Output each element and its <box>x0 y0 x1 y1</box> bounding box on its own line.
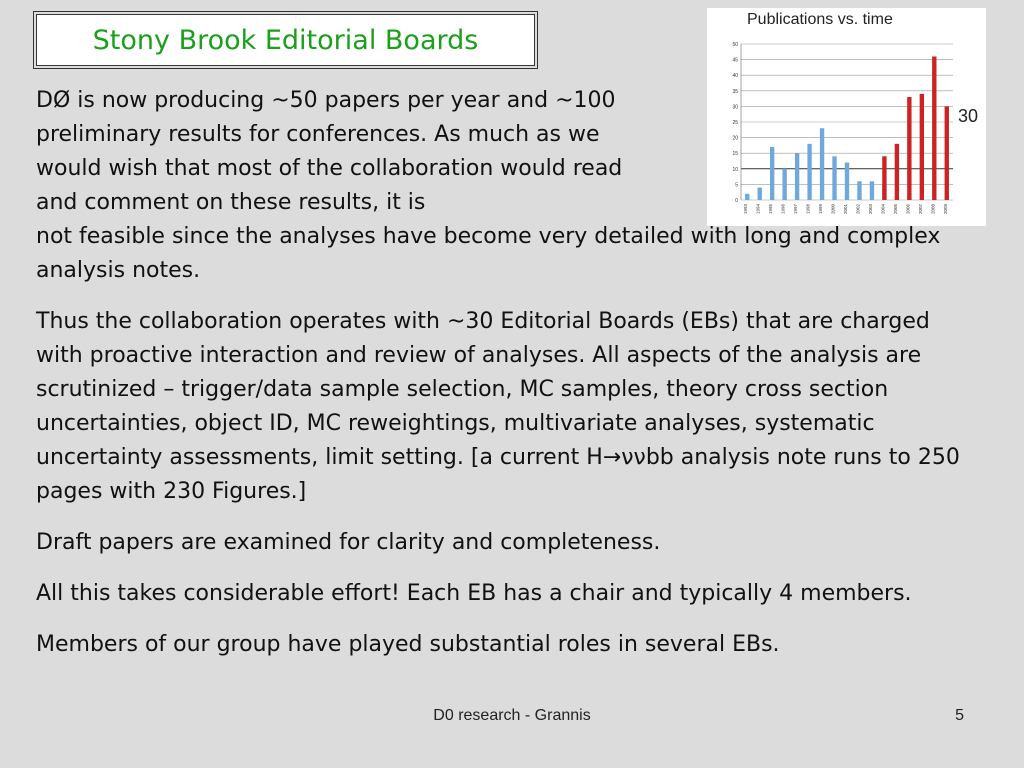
paragraph-1-continued: not feasible since the analyses have become very detailed with long and complex analysis notes. <box>36 224 941 283</box>
x-tick-label: 2001 <box>843 204 848 215</box>
slide-title-box <box>33 11 538 69</box>
y-tick-label: 40 <box>732 73 738 80</box>
x-tick-label: 2000 <box>830 204 836 215</box>
footer-text: D0 research - Grannis <box>433 707 591 724</box>
y-tick-label: 0 <box>735 198 738 204</box>
chart-annotation: 30 <box>958 106 979 126</box>
slide-body <box>36 84 979 679</box>
x-tick-label: 1993 <box>743 204 749 215</box>
slide-title: Stony Brook Editorial Boards <box>92 24 479 56</box>
y-tick-label: 20 <box>732 135 738 142</box>
x-tick-label: 1999 <box>818 204 824 215</box>
y-tick-label: 50 <box>732 42 738 48</box>
x-tick-label: 1996 <box>780 204 786 215</box>
y-tick-label: 30 <box>732 104 738 111</box>
y-tick-label: 5 <box>735 182 738 189</box>
x-tick-label: 2006 <box>905 204 911 215</box>
y-tick-label: 25 <box>732 120 738 126</box>
paragraph-1 <box>36 84 979 288</box>
y-tick-label: 10 <box>732 166 738 173</box>
x-tick-label: 2003 <box>867 204 873 215</box>
paragraph-2: Thus the collaboration operates with ~30 Editorial Boards (EBs) that are charged with proactive interaction and review of analyses. All aspects of the analysis are scrutinized – trigger/data sample selection, MC samples, theory cross section uncertainties, object ID, MC reweightings, multivariate analyses, systematic uncertainty assessments, limit setting. [a current H→ννbb analysis note runs to 250 pages with 230 Figures.] <box>36 309 960 504</box>
x-tick-label: 1998 <box>805 204 811 215</box>
x-tick-label: 2007 <box>917 204 923 215</box>
x-tick-label: 2009 <box>942 204 948 215</box>
x-tick-label: 1995 <box>768 204 774 215</box>
paragraph-5: Members of our group have played substantial roles in several EBs. <box>36 632 780 657</box>
paragraph-4: All this takes considerable effort! Each EB has a chair and typically 4 members. <box>36 581 912 606</box>
slide-title-frame <box>36 14 535 66</box>
y-tick-label: 15 <box>732 151 738 158</box>
x-tick-label: 1997 <box>793 204 799 215</box>
chart-title: Publications vs. time <box>747 11 893 28</box>
x-tick-label: 1994 <box>755 204 761 215</box>
y-tick-label: 35 <box>732 88 738 95</box>
paragraph-1-wrapped: DØ is now producing ~50 papers per year and ~100 preliminary results for conferences. As much as we would wish that most of the collaboration would read and comment on these results, it is <box>36 88 623 215</box>
x-tick-label: 2002 <box>855 204 861 215</box>
x-tick-label: 2008 <box>930 204 936 215</box>
paragraph-3: Draft papers are examined for clarity and completeness. <box>36 530 661 555</box>
page-number: 5 <box>955 707 964 724</box>
y-tick-label: 45 <box>732 57 738 64</box>
x-tick-label: 2004 <box>880 204 886 215</box>
x-tick-label: 2005 <box>892 204 898 215</box>
